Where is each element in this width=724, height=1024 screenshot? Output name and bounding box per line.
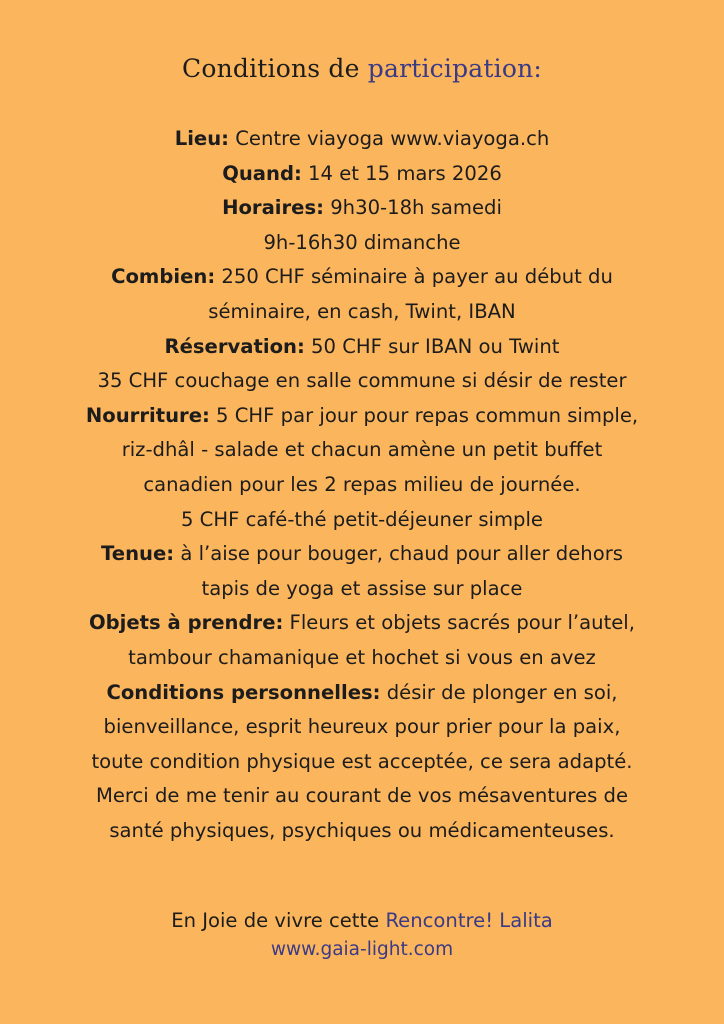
condition-line [0, 330, 724, 365]
condition-text: 50 CHF sur IBAN ou Twint [304, 334, 560, 358]
condition-text: 14 et 15 mars 2026 [301, 161, 502, 185]
condition-text: désir de plonger en soi, [380, 680, 618, 704]
condition-line [0, 226, 724, 261]
condition-line [0, 157, 724, 192]
conditions-list [0, 122, 724, 848]
condition-line [0, 364, 724, 399]
condition-line [0, 676, 724, 711]
condition-text: tapis de yoga et assise sur place [201, 576, 523, 600]
condition-line [0, 260, 724, 295]
closing-prefix: En Joie de vivre cette [171, 909, 386, 932]
condition-line [0, 710, 724, 745]
condition-label: Conditions personnelles: [106, 680, 381, 704]
condition-line [0, 606, 724, 641]
title-accent: participation: [367, 54, 543, 83]
condition-text: canadien pour les 2 repas milieu de journée. [143, 472, 581, 496]
condition-text: 9h30-18h samedi [323, 196, 502, 220]
condition-text: 5 CHF café-thé petit-déjeuner simple [180, 507, 543, 531]
condition-text: 5 CHF par jour pour repas commun simple, [209, 403, 639, 427]
condition-text: séminaire, en cash, Twint, IBAN [208, 299, 516, 323]
closing-line [0, 904, 724, 938]
condition-line [0, 433, 724, 468]
condition-line [0, 191, 724, 226]
condition-text: à l’aise pour bouger, chaud pour aller dehors [174, 542, 623, 566]
condition-text: Centre viayoga www.viayoga.ch [229, 127, 550, 150]
page-title [0, 54, 724, 83]
condition-text: toute condition physique est acceptée, ce sera adapté. [91, 749, 633, 773]
website-link[interactable]: www.gaia-light.com [270, 939, 454, 960]
condition-text: 9h-16h30 dimanche [263, 230, 461, 254]
condition-text: tambour chamanique et hochet si vous en avez [128, 645, 596, 669]
condition-line [0, 745, 724, 780]
condition-label: Nourriture: [85, 403, 210, 427]
condition-label: Objets à prendre: [89, 611, 284, 635]
condition-label: Horaires: [222, 196, 324, 220]
condition-text: 35 CHF couchage en salle commune si désir de rester [97, 369, 627, 393]
condition-line [0, 122, 724, 157]
condition-text: Fleurs et objets sacrés pour l’autel, [283, 611, 635, 635]
condition-line [0, 468, 724, 503]
condition-line [0, 503, 724, 538]
condition-text: riz-dhâl - salade et chacun amène un petit buffet [121, 438, 603, 462]
condition-line [0, 572, 724, 607]
condition-label: Tenue: [101, 542, 175, 566]
condition-line [0, 814, 724, 849]
title-prefix: Conditions de [181, 54, 368, 83]
condition-line [0, 537, 724, 572]
condition-label: Réservation: [164, 334, 305, 358]
condition-text: bienveillance, esprit heureux pour prier pour la paix, [103, 715, 621, 739]
condition-line [0, 641, 724, 676]
condition-label: Quand: [222, 161, 302, 185]
condition-text: Merci de me tenir au courant de vos mésaventures de [95, 784, 629, 808]
condition-line [0, 399, 724, 434]
condition-label: Lieu: [174, 127, 229, 150]
condition-text: 250 CHF séminaire à payer au début du [215, 265, 613, 289]
condition-label: Combien: [111, 265, 216, 289]
closing-signature: Rencontre! Lalita [385, 909, 553, 932]
condition-line [0, 295, 724, 330]
condition-text: santé physiques, psychiques ou médicamenteuses. [109, 818, 615, 842]
condition-line [0, 779, 724, 814]
